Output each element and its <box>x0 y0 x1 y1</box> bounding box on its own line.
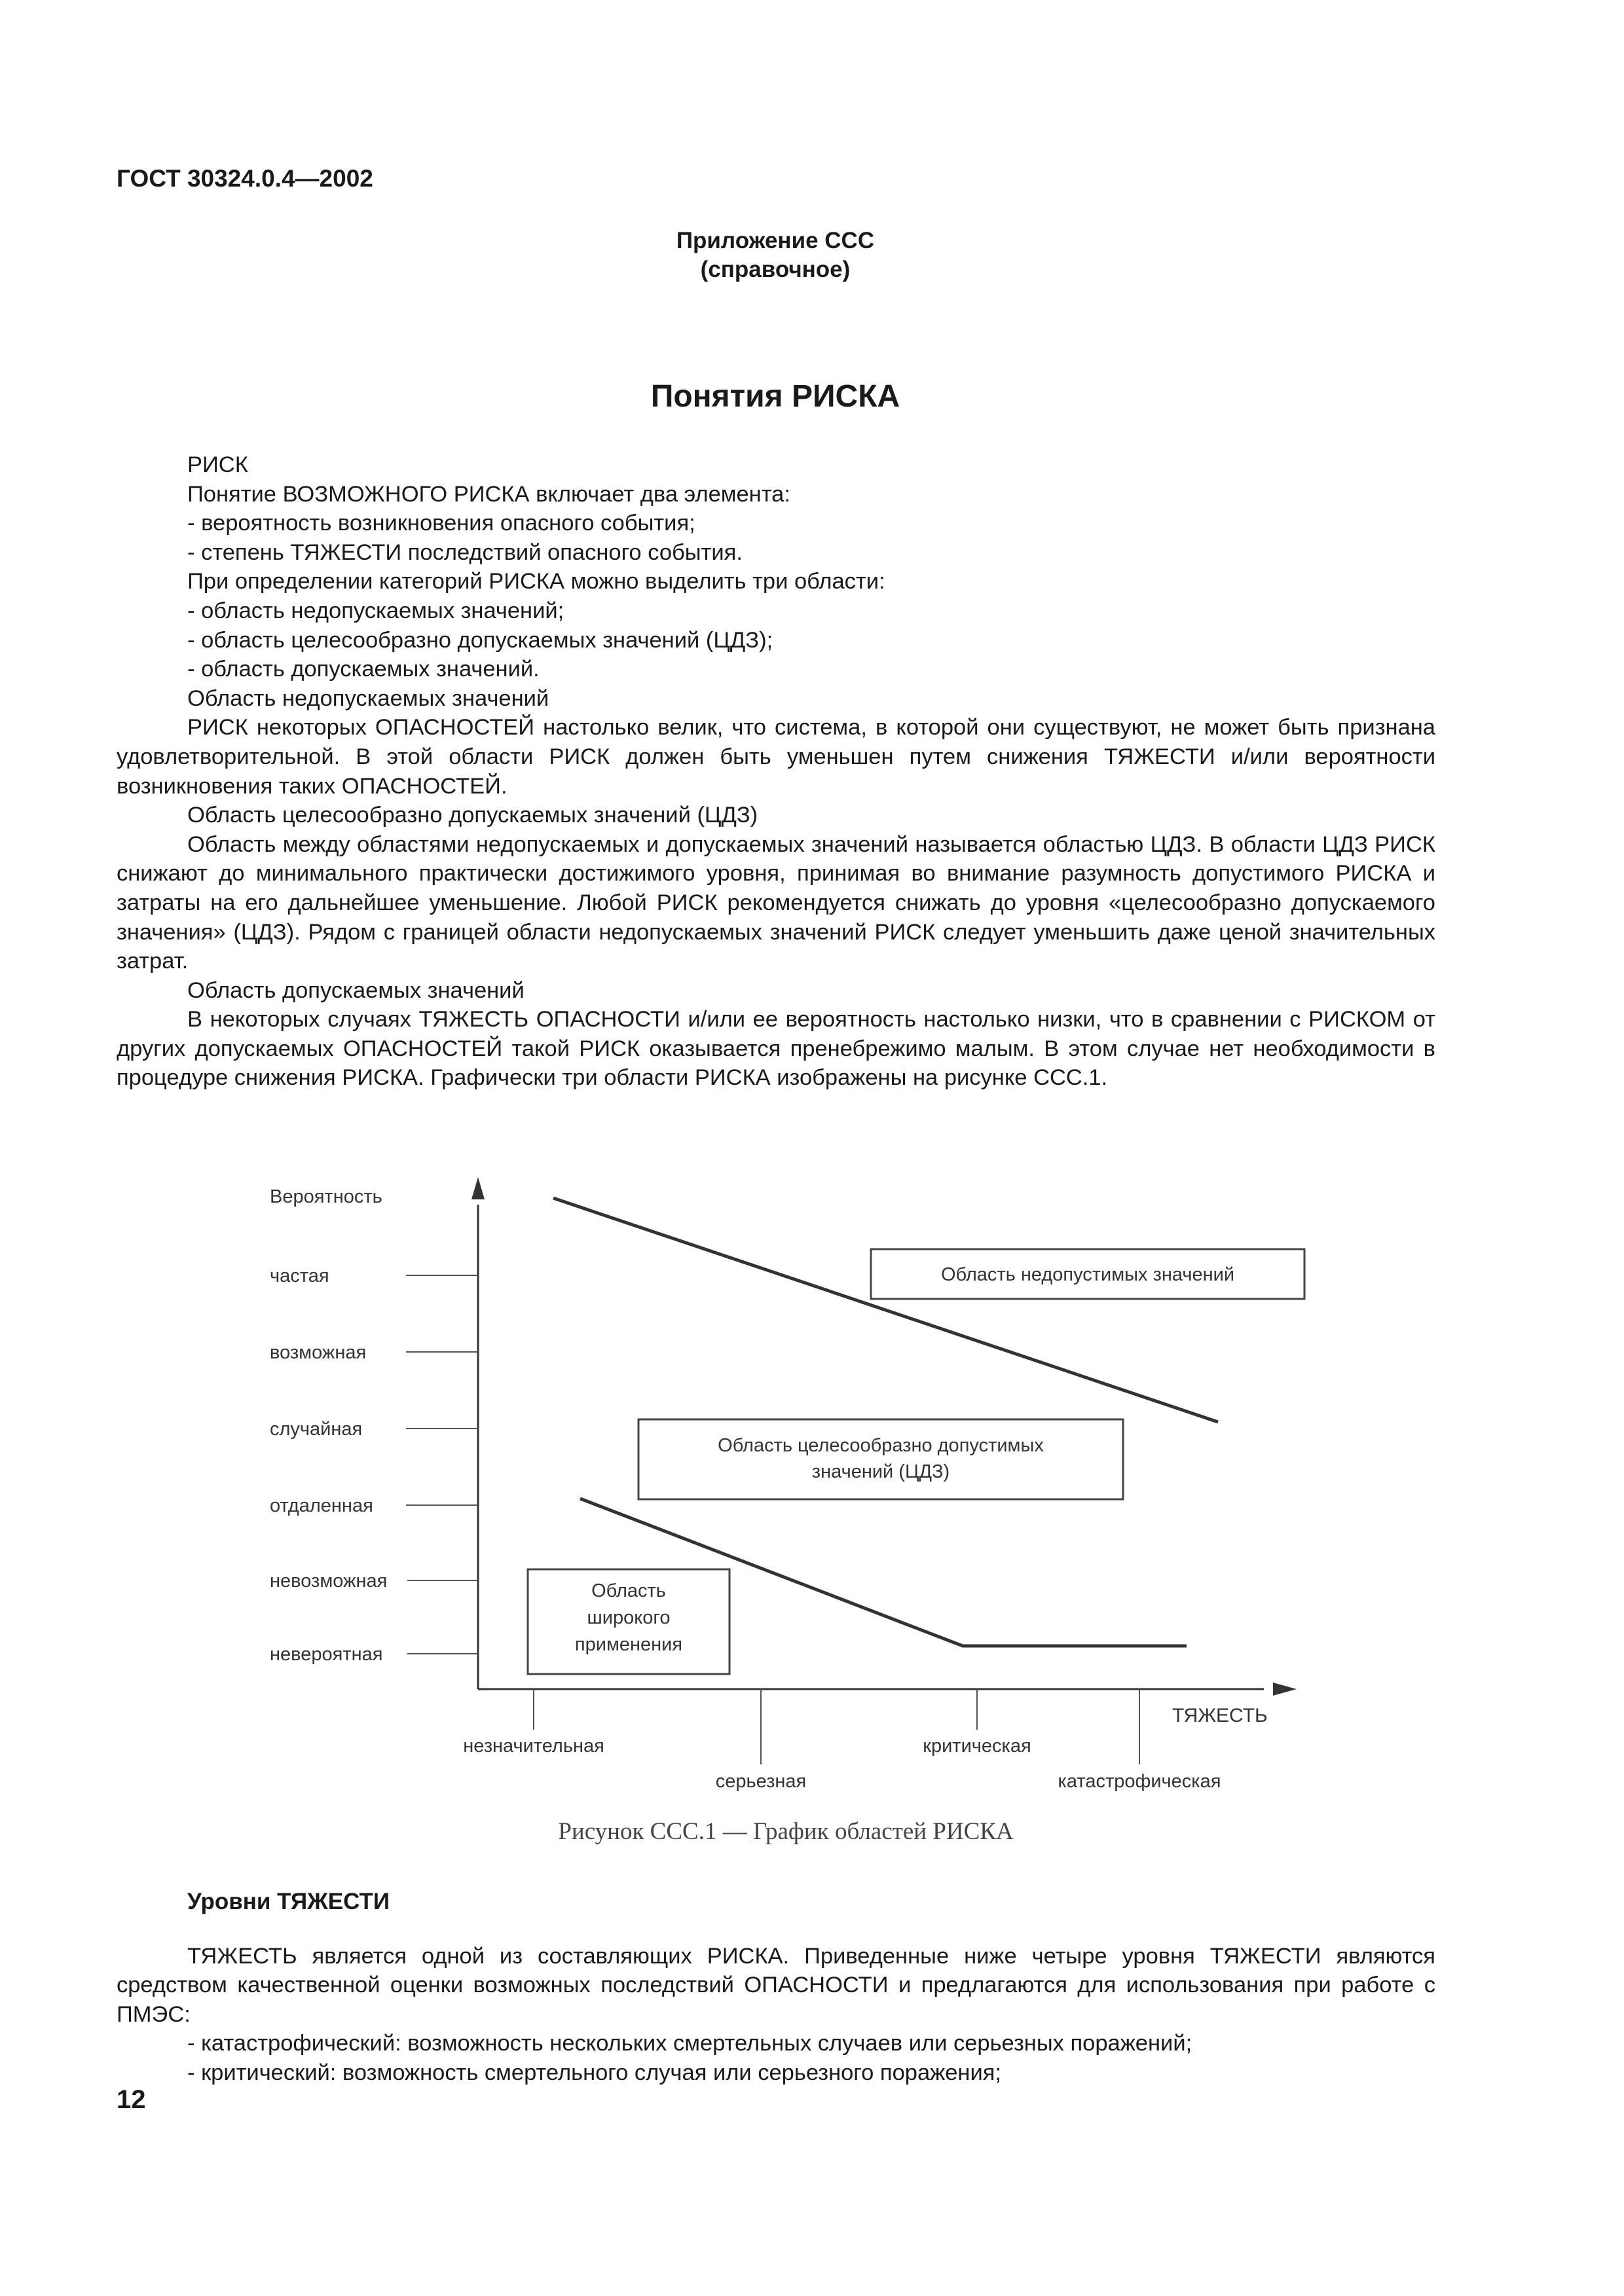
paragraph: В некоторых случаях ТЯЖЕСТЬ ОПАСНОСТИ и/или ее вероятность настолько низки, что в сравнении с РИСКОМ от других допускаемых ОПАСНОСТЕЙ такой РИСК оказывается пренебрежимо малым. В этом случае нет необходимости в процедуре снижения РИСКА. Графически три области РИСКА изображены на рисунке ССС.1. <box>117 1007 1435 1091</box>
paragraph: Понятие ВОЗМОЖНОГО РИСКА включает два элемента: <box>187 481 790 507</box>
paragraph: ТЯЖЕСТЬ является одной из составляющих РИСКА. Приведенные ниже четыре уровня ТЯЖЕСТИ являются средством качественной оценки возможных последствий ОПАСНОСТИ и предлагаются для использования при работе с ПМЭС: <box>117 1943 1435 2027</box>
y-level-label: невероятная <box>270 1644 383 1665</box>
y-level-label: невозможная <box>270 1571 388 1592</box>
appendix-type: (справочное) <box>700 257 851 282</box>
subheading: Область допускаемых значений <box>187 977 525 1003</box>
paragraph: РИСК некоторых ОПАСНОСТЕЙ настолько велик, что система, в которой они существуют, не может быть признана удовлетворительной. В этой области РИСК должен быть уменьшен путем снижения ТЯЖЕСТИ и/или вероятности возникновения таких ОПАСНОСТЕЙ. <box>117 715 1435 799</box>
upper-boundary-line <box>553 1198 1218 1422</box>
x-axis-title: ТЯЖЕСТЬ <box>1172 1705 1268 1726</box>
list-item: - критический: возможность смертельного случая или серьезного поражения; <box>187 2060 1002 2085</box>
figure-caption: Рисунок ССС.1 — График областей РИСКА <box>558 1818 1014 1845</box>
subheading: Область целесообразно допускаемых значений (ЦДЗ) <box>187 803 758 828</box>
list-item: - катастрофический: возможность нескольких смертельных случаев или серьезных поражений; <box>187 2031 1192 2056</box>
x-axis-arrow <box>1273 1683 1297 1696</box>
y-level-label: отдаленная <box>270 1495 373 1516</box>
y-axis-arrow <box>471 1177 485 1199</box>
x-level-label: катастрофическая <box>1058 1771 1221 1792</box>
x-level-label: критическая <box>923 1736 1031 1757</box>
region-alarp-label: значений (ЦДЗ) <box>811 1461 950 1482</box>
list-item: - вероятность возникновения опасного события; <box>187 511 695 536</box>
section-title: Понятия РИСКА <box>650 379 900 414</box>
y-level-label: частая <box>270 1266 329 1286</box>
appendix-title: Приложение ССС <box>676 228 875 253</box>
appendix-heading <box>0 227 1551 284</box>
region-broad-label: Область <box>591 1580 666 1601</box>
subheading: Область недопускаемых значений <box>187 685 549 711</box>
region-alarp-box <box>638 1419 1123 1499</box>
document-code: ГОСТ 30324.0.4—2002 <box>117 165 373 192</box>
region-unacceptable-label: Область недопустимых значений <box>940 1264 1235 1285</box>
list-item: - область допускаемых значений. <box>187 657 540 682</box>
paragraph: РИСК <box>187 452 248 477</box>
x-level-label: незначительная <box>463 1736 604 1757</box>
region-broad-label: широкого <box>587 1607 671 1628</box>
y-level-label: возможная <box>270 1342 367 1363</box>
y-level-label: случайная <box>270 1419 363 1440</box>
paragraph: При определении категорий РИСКА можно выделить три области: <box>187 569 885 594</box>
region-broad-label: применения <box>574 1634 683 1655</box>
x-level-label: серьезная <box>715 1771 807 1792</box>
paragraph: Область между областями недопускаемых и допускаемых значений называется областью ЦДЗ. В области ЦДЗ РИСК снижают до минимального практически достижимого уровня, принимая во внимание разумность допустимого РИСКА и затраты на его дальнейшее уменьшение. Любой РИСК рекомендуется снижать до уровня «целесообразно допускаемого значения» (ЦДЗ). Рядом с границей области недопускаемых значений РИСК следует уменьшить даже ценой значительных затрат. <box>117 831 1435 974</box>
region-alarp-label: Область целесообразно допустимых <box>718 1435 1044 1456</box>
risk-regions-figure <box>190 1159 1316 1899</box>
list-item: - степень ТЯЖЕСТИ последствий опасного события. <box>187 539 743 565</box>
list-item: - область недопускаемых значений; <box>187 598 564 623</box>
page-number: 12 <box>117 2085 146 2114</box>
body-text <box>117 450 1435 1093</box>
severity-heading: Уровни ТЯЖЕСТИ <box>187 1889 390 1914</box>
y-axis-title: Вероятность <box>270 1186 382 1207</box>
severity-section <box>117 1887 1435 2088</box>
list-item: - область целесообразно допускаемых значений (ЦДЗ); <box>187 627 773 653</box>
